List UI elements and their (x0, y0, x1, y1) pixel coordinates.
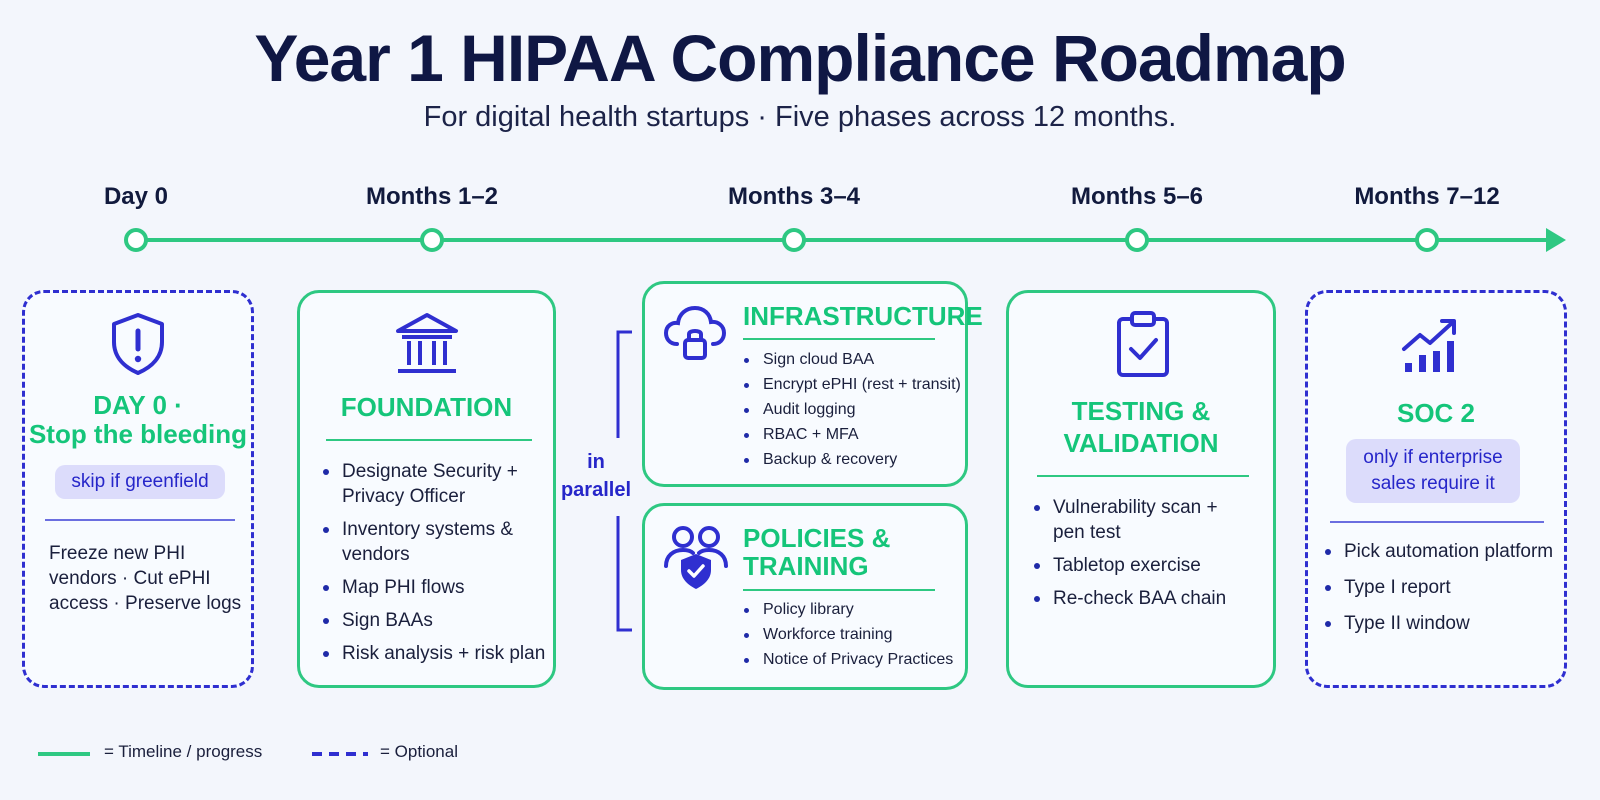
phase-card-soc2 (1305, 290, 1567, 688)
phase-card-testing (1006, 290, 1276, 688)
list-item: Encrypt ePHI (rest + transit) (741, 375, 961, 395)
testing-divider (1037, 475, 1249, 477)
foundation-title: FOUNDATION (340, 392, 513, 422)
list-item: Risk analysis + risk plan (320, 641, 545, 666)
legend-dashed-label: = Optional (380, 742, 458, 761)
soc2-list (1322, 539, 1553, 644)
timeline-label-day0: Day 0 (103, 183, 169, 210)
infrastructure-title: INFRASTRUCTURE (743, 301, 983, 331)
parallel-bracket-top (618, 332, 632, 438)
infrastructure-list (741, 350, 961, 475)
infrastructure-divider (743, 338, 935, 340)
timeline-label-months-7-12: Months 7–12 (1354, 183, 1500, 210)
day0-body-line3: access · Preserve logs (49, 593, 242, 614)
parallel-label-line2: parallel (560, 479, 632, 501)
day0-body-line2: vendors · Cut ePHI (49, 568, 211, 589)
list-item: Sign BAAs (320, 608, 545, 633)
foundation-list (320, 459, 545, 674)
list-item: Workforce training (741, 625, 953, 645)
timeline-node-months-5-6 (1127, 230, 1147, 250)
list-item: Type I report (1322, 575, 1553, 600)
list-item: Re-check BAA chain (1031, 586, 1226, 611)
cloud-lock-icon (663, 302, 727, 364)
testing-title-line2: VALIDATION (1063, 428, 1219, 458)
list-item: Map PHI flows (320, 575, 545, 600)
day0-title-line2: Stop the bleeding (28, 419, 248, 449)
policies-list (741, 600, 953, 675)
phase-card-foundation (297, 290, 556, 688)
timeline-label-months-1-2: Months 1–2 (365, 183, 499, 210)
users-shield-icon (663, 524, 729, 592)
soc2-pill-line2: sales require it (1371, 473, 1495, 494)
list-item: Pick automation platform (1322, 539, 1553, 564)
list-item: Vulnerability scan + pen test (1031, 495, 1226, 545)
legend-solid-label: = Timeline / progress (104, 742, 263, 761)
day0-body-line1: Freeze new PHI (49, 543, 186, 564)
day0-title-line1: DAY 0 · (93, 390, 183, 420)
list-item: Tabletop exercise (1031, 553, 1226, 578)
list-item: Notice of Privacy Practices (741, 650, 953, 670)
soc2-optional-badge (1346, 439, 1520, 503)
testing-title-line1: TESTING & (1071, 396, 1211, 426)
timeline-node-day0 (126, 230, 146, 250)
bank-building-icon (394, 311, 460, 377)
timeline-label-months-3-4: Months 3–4 (727, 183, 861, 210)
phase-card-day0 (22, 290, 254, 688)
phase-card-infrastructure (642, 281, 983, 487)
timeline-arrowhead (1546, 228, 1566, 252)
shield-alert-icon (108, 311, 168, 377)
testing-list (1031, 495, 1226, 619)
list-item: Sign cloud BAA (741, 350, 961, 370)
list-item: Audit logging (741, 400, 961, 420)
soc2-divider (1330, 521, 1544, 523)
timeline-label-months-5-6: Months 5–6 (1070, 183, 1204, 210)
page-subtitle: For digital health startups · Five phases across 12 months. (423, 101, 1177, 133)
policies-title-line1: POLICIES & (743, 523, 891, 553)
day0-divider (45, 519, 235, 521)
parallel-label (556, 448, 636, 504)
list-item: Type II window (1322, 611, 1553, 636)
list-item: Backup & recovery (741, 450, 961, 470)
list-item: Policy library (741, 600, 953, 620)
parallel-label-line1: in (587, 451, 605, 473)
page-title: Year 1 HIPAA Compliance Roadmap (254, 21, 1346, 95)
list-item: Inventory systems & vendors (320, 517, 545, 567)
soc2-pill-line1: only if enterprise (1363, 447, 1503, 468)
policies-title-line2: TRAINING (743, 551, 869, 581)
parallel-bracket-bottom (618, 516, 632, 630)
timeline-node-months-1-2 (422, 230, 442, 250)
phase-card-policies (642, 503, 968, 690)
timeline-node-months-3-4 (784, 230, 804, 250)
foundation-divider (326, 439, 532, 441)
trend-chart-icon (1400, 315, 1464, 375)
policies-divider (743, 589, 935, 591)
timeline-node-months-7-12 (1417, 230, 1437, 250)
soc2-title: SOC 2 (1396, 398, 1476, 428)
clipboard-check-icon (1114, 309, 1172, 379)
day0-optional-badge: skip if greenfield (55, 465, 225, 499)
list-item: RBAC + MFA (741, 425, 961, 445)
list-item: Designate Security + Privacy Officer (320, 459, 545, 509)
